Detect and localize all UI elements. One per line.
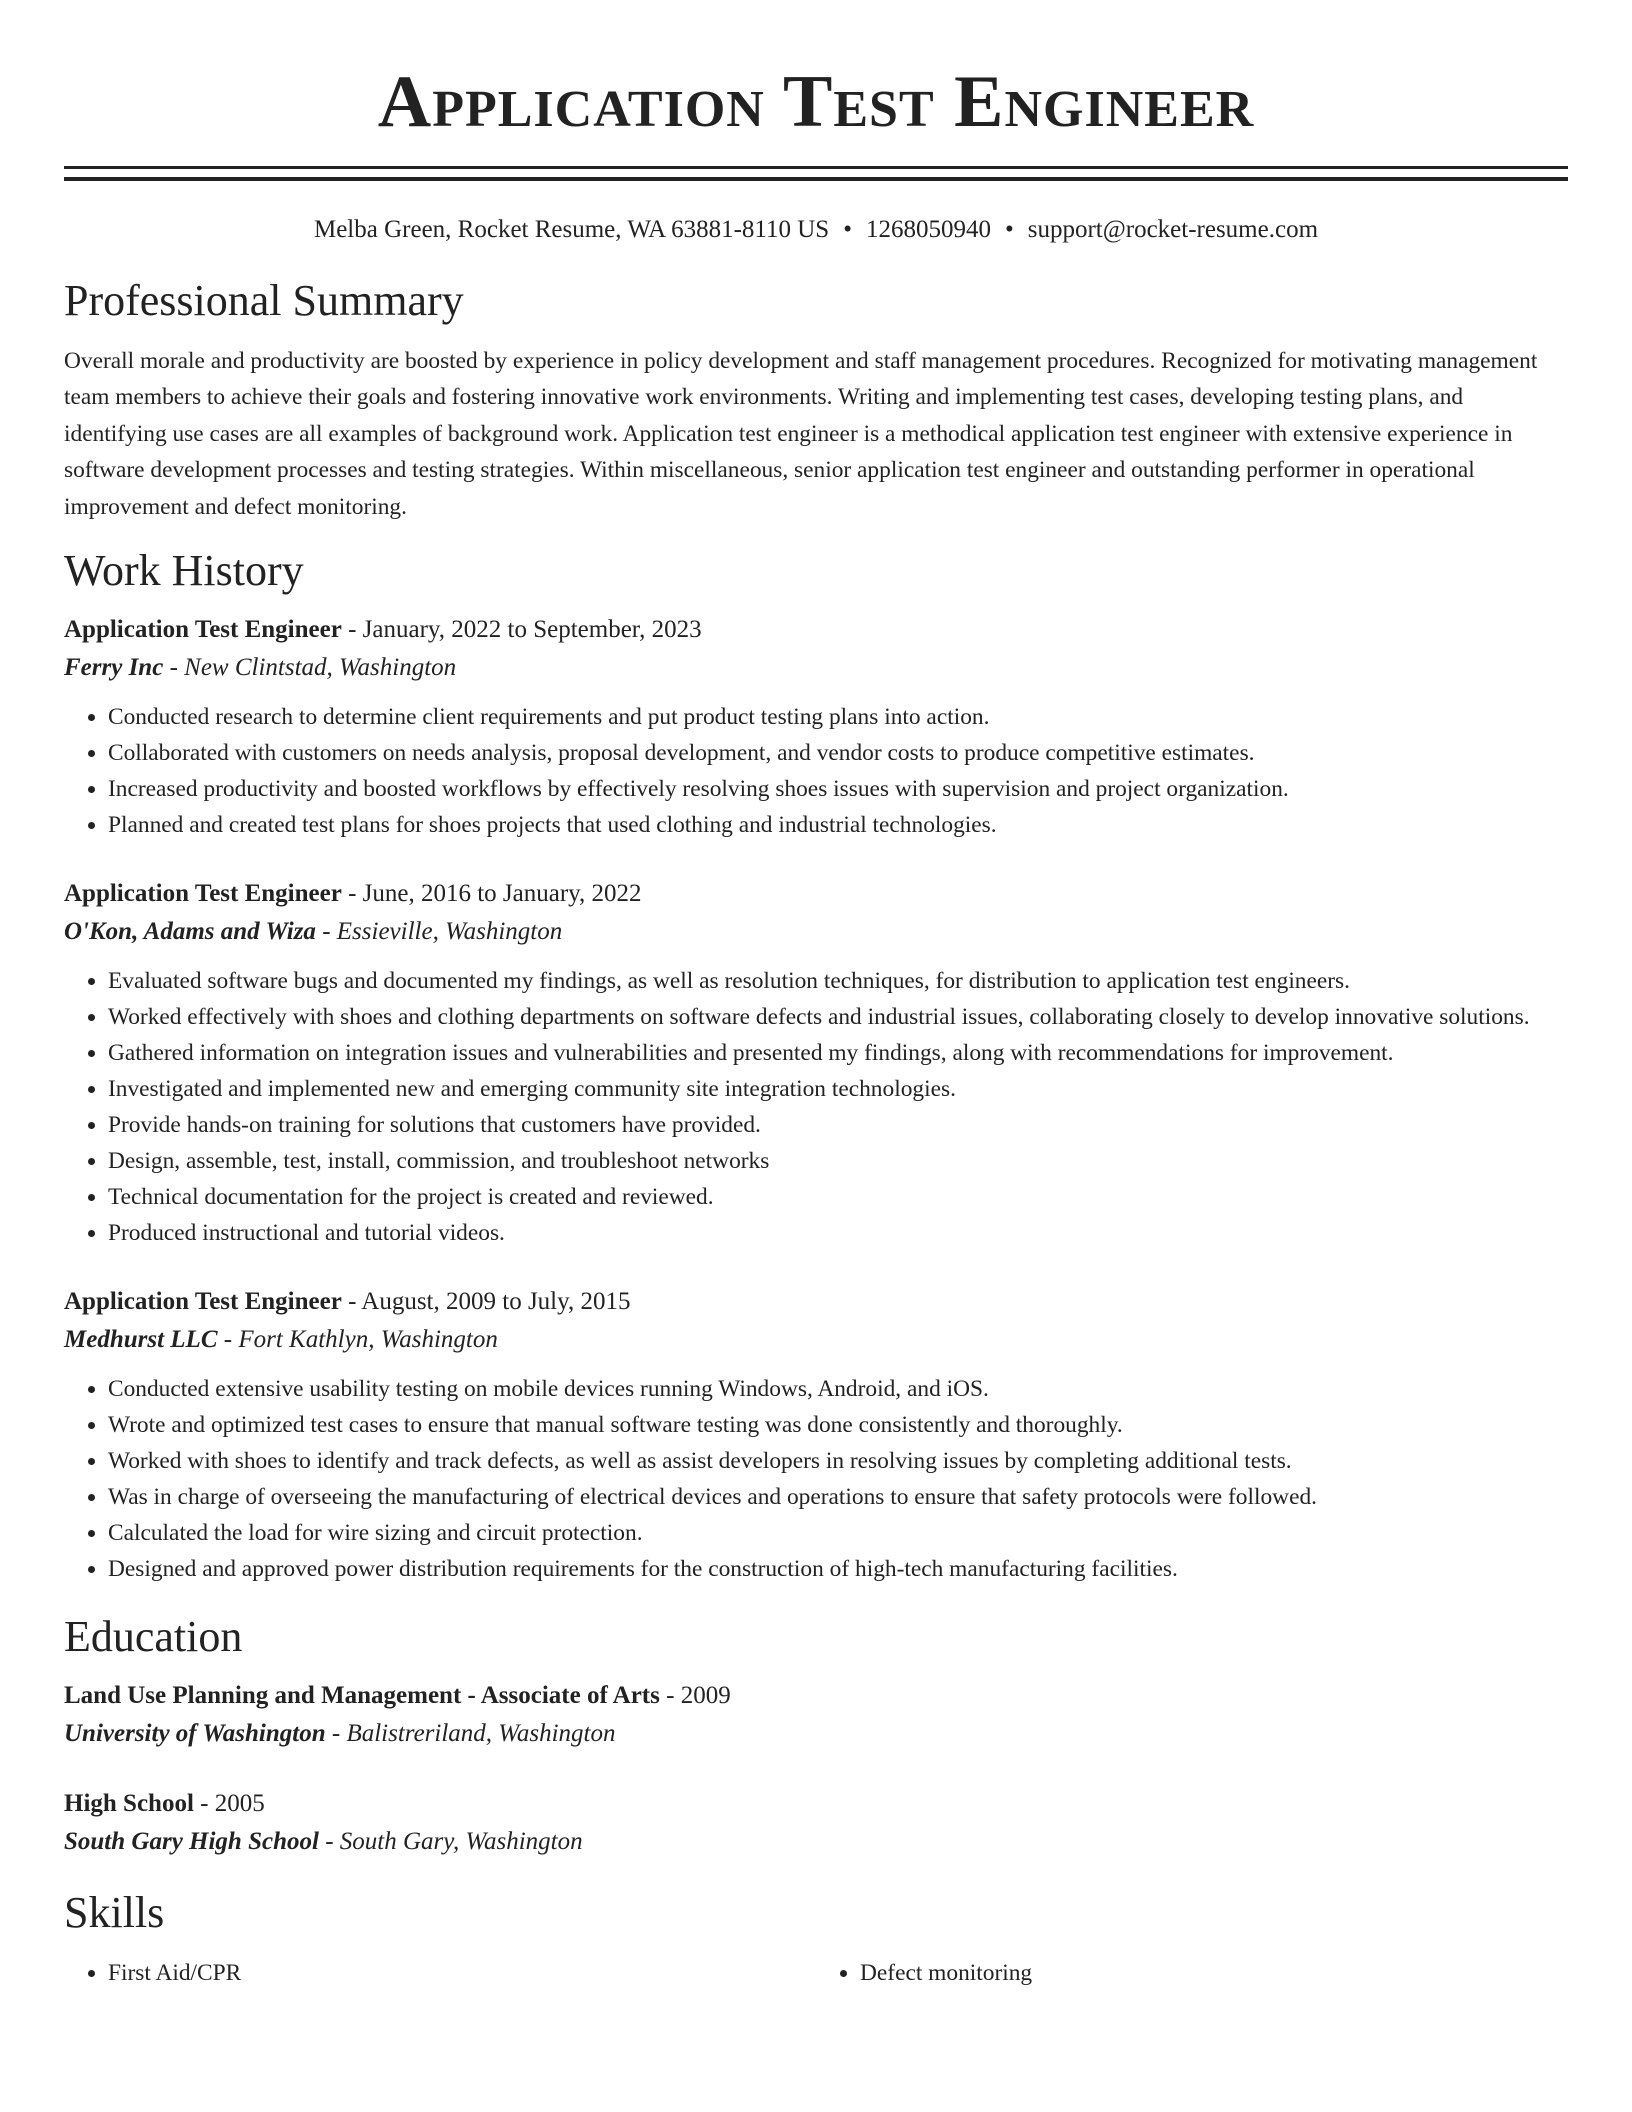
education-header	[64, 1677, 1568, 1715]
job-bullet: • Provide hands-on training for solutions that customers have provided.	[108, 1107, 1568, 1143]
job-dates: - June, 2016 to January, 2022	[341, 880, 642, 908]
contact-separator: •	[1004, 216, 1014, 243]
job-entry	[64, 611, 1568, 843]
education-header	[64, 1785, 1568, 1823]
job-bullet: • Wrote and optimized test cases to ensure that manual software testing was done consistently and thoroughly.	[108, 1407, 1568, 1443]
skills-column-right	[816, 1955, 1568, 1991]
degree-name: Land Use Planning and Management - Associate of Arts	[64, 1682, 660, 1710]
work-history-section	[64, 543, 1568, 1587]
job-entry	[64, 875, 1568, 1251]
skill-item: • First Aid/CPR	[108, 1955, 816, 1991]
education-year: - 2005	[193, 1790, 265, 1818]
job-bullet: • Was in charge of overseeing the manufacturing of electrical devices and operations to ensure that safety protocols were followed.	[108, 1479, 1568, 1515]
job-bullets	[64, 1371, 1568, 1587]
job-bullet: • Produced instructional and tutorial videos.	[108, 1215, 1568, 1251]
education-school	[64, 1715, 1568, 1753]
section-heading-work-history: Work History	[64, 546, 304, 596]
school-location: - South Gary, Washington	[318, 1828, 583, 1856]
job-bullet: • Conducted research to determine client requirements and put product testing plans into action.	[108, 699, 1568, 735]
job-bullet: • Designed and approved power distribution requirements for the construction of high-tech manufacturing facilities.	[108, 1551, 1568, 1587]
job-title: Application Test Engineer	[64, 616, 342, 644]
section-heading-education: Education	[64, 1612, 243, 1662]
job-employer	[64, 913, 1568, 951]
contact-address: Melba Green, Rocket Resume, WA 63881-8110 US	[313, 216, 830, 243]
company-name: Ferry Inc	[64, 654, 164, 682]
summary-text: Overall morale and productivity are boosted by experience in policy development and staff management procedures. Recognized for motivating management team members to achieve their goals and fostering innovative work environments. Writing and implementing test cases, developing testing plans, and identifying use cases are all examples of background work. Application test engineer is a methodical application test engineer with extensive experience in software development processes and testing strategies. Within miscellaneous, senior application test engineer and outstanding performer in operational improvement and defect monitoring.	[64, 348, 1538, 520]
summary-section	[64, 273, 1568, 525]
section-heading-summary: Professional Summary	[64, 276, 464, 325]
company-name: Medhurst LLC	[64, 1326, 218, 1354]
company-name: O'Kon, Adams and Wiza	[64, 918, 316, 946]
education-entry	[64, 1785, 1568, 1861]
job-title: Application Test Engineer	[64, 1288, 342, 1316]
title-double-rule	[64, 166, 1568, 181]
job-entry	[64, 1283, 1568, 1587]
education-year: - 2009	[659, 1682, 731, 1710]
job-title: Application Test Engineer	[64, 880, 342, 908]
job-header	[64, 875, 1568, 913]
contact-phone: 1268050940	[865, 216, 991, 243]
job-dates: - January, 2022 to September, 2023	[341, 616, 702, 644]
job-header	[64, 1283, 1568, 1321]
degree-name: High School	[64, 1790, 194, 1818]
contact-email: support@rocket-resume.com	[1027, 216, 1319, 243]
job-bullet: • Increased productivity and boosted workflows by effectively resolving shoes issues with supervision and project organization.	[108, 771, 1568, 807]
job-bullet: • Collaborated with customers on needs analysis, proposal development, and vendor costs to produce competitive estimates.	[108, 735, 1568, 771]
job-header	[64, 611, 1568, 649]
job-employer	[64, 649, 1568, 687]
skill-item: • Defect monitoring	[860, 1955, 1568, 1991]
job-bullet: • Worked with shoes to identify and track defects, as well as assist developers in resolving issues by completing additional tests.	[108, 1443, 1568, 1479]
job-bullet: • Investigated and implemented new and emerging community site integration technologies.	[108, 1071, 1568, 1107]
job-bullet: • Technical documentation for the project is created and reviewed.	[108, 1179, 1568, 1215]
job-location: - Fort Kathlyn, Washington	[217, 1326, 498, 1354]
job-bullet: • Gathered information on integration issues and vulnerabilities and presented my findings, along with recommendations for improvement.	[108, 1035, 1568, 1071]
job-bullets	[64, 699, 1568, 843]
resume-title: Application Test Engineer	[377, 61, 1255, 143]
contact-separator: •	[843, 216, 852, 243]
education-school	[64, 1823, 1568, 1861]
school-name: University of Washington	[64, 1720, 326, 1748]
job-bullet: • Evaluated software bugs and documented my findings, as well as resolution techniques, for distribution to application test engineers.	[108, 963, 1568, 999]
school-name: South Gary High School	[64, 1828, 319, 1856]
job-location: - New Clintstad, Washington	[163, 654, 457, 682]
job-dates: - August, 2009 to July, 2015	[341, 1288, 631, 1316]
job-bullet: • Calculated the load for wire sizing and circuit protection.	[108, 1515, 1568, 1551]
job-bullet: • Planned and created test plans for shoes projects that used clothing and industrial technologies.	[108, 807, 1568, 843]
skills-section	[64, 1885, 1568, 1991]
skills-column-left	[64, 1955, 816, 1991]
skills-grid	[64, 1955, 1568, 1991]
job-bullets	[64, 963, 1568, 1251]
education-entry	[64, 1677, 1568, 1753]
contact-line	[64, 213, 1568, 247]
job-employer	[64, 1321, 1568, 1359]
job-location: - Essieville, Washington	[315, 918, 563, 946]
job-bullet: • Conducted extensive usability testing on mobile devices running Windows, Android, and iOS.	[108, 1371, 1568, 1407]
school-location: - Balistreriland, Washington	[325, 1720, 616, 1748]
section-heading-skills: Skills	[64, 1888, 165, 1938]
education-section	[64, 1609, 1568, 1861]
job-bullet: • Worked effectively with shoes and clothing departments on software defects and industrial issues, collaborating closely to develop innovative solutions.	[108, 999, 1568, 1035]
job-bullet: • Design, assemble, test, install, commission, and troubleshoot networks	[108, 1143, 1568, 1179]
